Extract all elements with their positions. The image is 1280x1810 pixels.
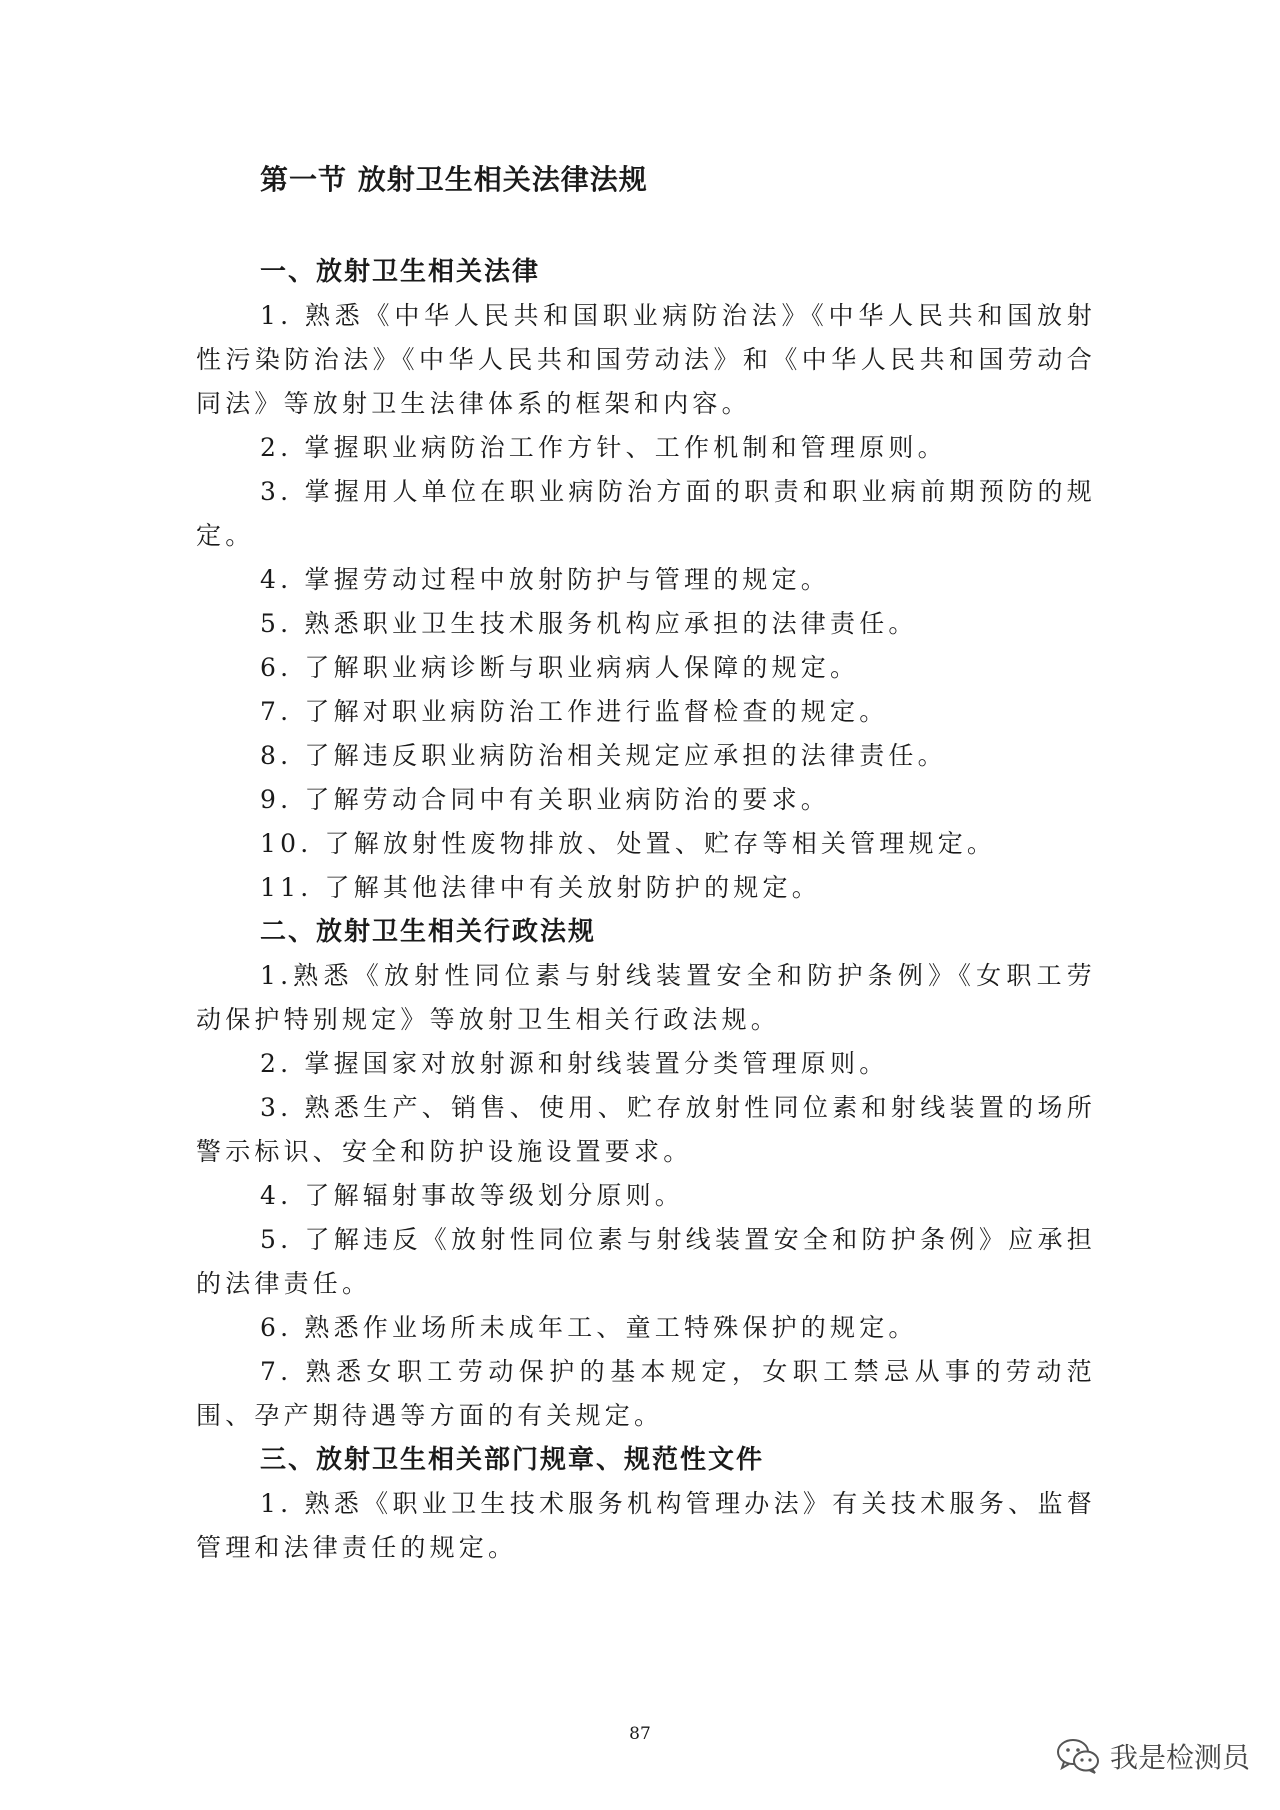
list-item: 1. 熟悉《职业卫生技术服务机构管理办法》有关技术服务、监督管理和法律责任的规定。 — [196, 1489, 1096, 1562]
section-title: 第一节 放射卫生相关法律法规 — [260, 163, 648, 196]
list-item: 2. 掌握国家对放射源和射线装置分类管理原则。 — [260, 1049, 889, 1078]
list-item: 3. 熟悉生产、销售、使用、贮存放射性同位素和射线装置的场所警示标识、安全和防护设施设置要求。 — [196, 1093, 1096, 1166]
list-item: 11. 了解其他法律中有关放射防护的规定。 — [260, 873, 821, 902]
watermark — [1056, 1736, 1250, 1776]
list-item: 8. 了解违反职业病防治相关规定应承担的法律责任。 — [260, 741, 947, 770]
part-1-list — [196, 294, 1096, 910]
part-2-list — [196, 954, 1096, 1438]
part-3-list — [196, 1482, 1096, 1570]
list-item: 4. 了解辐射事故等级划分原则。 — [260, 1181, 685, 1210]
list-item: 7. 熟悉女职工劳动保护的基本规定，女职工禁忌从事的劳动范围、孕产期待遇等方面的有关规定。 — [196, 1357, 1096, 1430]
list-item: 7. 了解对职业病防治工作进行监督检查的规定。 — [260, 697, 889, 726]
list-item: 5. 了解违反《放射性同位素与射线装置安全和防护条例》应承担的法律责任。 — [196, 1225, 1096, 1298]
list-item: 1. 熟悉《中华人民共和国职业病防治法》《中华人民共和国放射性污染防治法》《中华人民共和国劳动法》和《中华人民共和国劳动合同法》等放射卫生法律体系的框架和内容。 — [196, 301, 1096, 418]
heading-part-1: 一、放射卫生相关法律 — [260, 257, 541, 287]
list-item: 5. 熟悉职业卫生技术服务机构应承担的法律责任。 — [260, 609, 918, 638]
wechat-icon — [1056, 1737, 1100, 1775]
list-item: 9. 了解劳动合同中有关职业病防治的要求。 — [260, 785, 831, 814]
list-item: 3. 掌握用人单位在职业病防治方面的职责和职业病前期预防的规定。 — [196, 477, 1096, 550]
list-item: 1.熟悉《放射性同位素与射线装置安全和防护条例》《女职工劳动保护特别规定》等放射卫生相关行政法规。 — [196, 961, 1096, 1034]
list-item: 4. 掌握劳动过程中放射防护与管理的规定。 — [260, 565, 831, 594]
list-item: 10. 了解放射性废物排放、处置、贮存等相关管理规定。 — [260, 829, 997, 858]
list-item: 2. 掌握职业病防治工作方针、工作机制和管理原则。 — [260, 433, 947, 462]
watermark-text: 我是检测员 — [1109, 1741, 1250, 1774]
heading-part-3: 三、放射卫生相关部门规章、规范性文件 — [260, 1445, 765, 1475]
page-content — [196, 160, 1096, 1570]
heading-part-2: 二、放射卫生相关行政法规 — [260, 917, 597, 947]
list-item: 6. 了解职业病诊断与职业病病人保障的规定。 — [260, 653, 860, 682]
page-number: 87 — [629, 1724, 651, 1744]
list-item: 6. 熟悉作业场所未成年工、童工特殊保护的规定。 — [260, 1313, 918, 1342]
